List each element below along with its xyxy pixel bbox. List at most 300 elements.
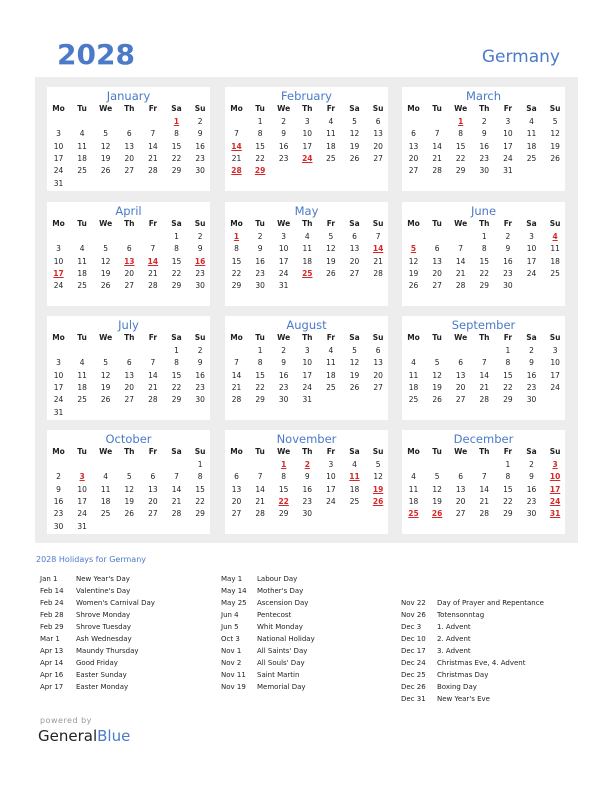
day-cell: 6 [150,472,156,482]
month-name: August [286,318,327,332]
day-cell: 29 [503,395,513,405]
weekday-header: Sa [526,219,537,228]
weekday-header: Mo [230,447,243,456]
day-cell: 9 [281,129,287,139]
day-cell: 16 [278,141,289,151]
day-cell: 24 [77,509,87,519]
day-cell: 2 [197,232,203,241]
weekday-header: Su [549,333,561,342]
day-cell: 12 [550,129,560,139]
weekday-header: Th [124,447,135,456]
day-cell: 11 [77,256,87,266]
day-cell: 28 [148,395,158,405]
day-cell: 26 [550,153,560,163]
day-cell: 30 [195,281,205,291]
weekday-header: Mo [52,447,65,456]
day-cell: 15 [278,484,289,494]
day-cell: 6 [375,117,381,126]
day-cell: 3 [281,232,287,241]
day-cell: 23 [195,153,205,163]
day-cell: 25 [77,395,87,405]
day-cell: 28 [171,509,182,519]
day-cell: 26 [408,281,419,291]
day-cell: 26 [124,509,135,519]
weekday-header: Mo [230,104,243,113]
day-cell: 3 [56,129,61,139]
holiday-name: New Year's Day [76,575,130,583]
holiday-day-cell: 17 [53,268,64,278]
calendar-grid [35,77,578,543]
day-cell: 12 [373,472,383,482]
month-january [47,87,210,191]
day-cell: 16 [195,141,205,151]
day-cell: 12 [408,256,419,266]
weekday-header: Mo [52,219,65,228]
day-cell: 19 [349,370,360,380]
day-cell: 20 [373,370,383,380]
day-cell: 28 [373,268,383,278]
day-cell: 9 [56,484,61,494]
day-cell: 9 [257,244,263,254]
weekday-header: Sa [171,104,182,113]
day-cell: 26 [100,281,111,291]
day-cell: 27 [432,281,442,291]
month-december [402,430,565,534]
holiday-day-cell: 2 [304,460,310,469]
day-cell: 11 [100,484,111,494]
holiday-name: Labour Day [257,575,298,583]
weekday-header: Sa [349,333,360,342]
day-cell: 5 [434,358,440,368]
holiday-name: Easter Monday [76,683,129,691]
weekday-header: Sa [526,104,537,113]
holiday-day-cell: 26 [372,496,384,506]
day-cell: 7 [481,472,487,482]
weekday-header: Th [479,333,490,342]
day-cell: 27 [124,395,135,405]
day-cell: 6 [234,472,239,482]
day-cell: 21 [373,256,383,266]
day-cell: 28 [148,166,158,176]
day-cell: 6 [126,244,132,254]
holiday-day-cell: 19 [372,484,384,494]
day-cell: 15 [195,484,205,494]
month-name: July [118,318,139,332]
day-cell: 2 [197,117,203,126]
day-cell: 22 [479,268,490,278]
day-cell: 15 [231,256,242,266]
day-cell: 17 [53,382,64,392]
day-cell: 25 [550,268,560,278]
holiday-date: Oct 3 [221,635,240,643]
day-cell: 10 [278,244,289,254]
holiday-name: 1. Advent [437,623,471,631]
day-cell: 18 [100,496,111,506]
day-cell: 5 [103,244,109,254]
day-cell: 18 [326,141,336,151]
holiday-date: Dec 24 [401,659,426,667]
day-cell: 29 [231,281,242,291]
day-cell: 4 [411,358,416,368]
holiday-name: Ascension Day [257,599,309,607]
day-cell: 19 [100,153,111,163]
day-cell: 9 [197,244,203,254]
day-cell: 25 [349,496,360,506]
day-cell: 20 [124,153,135,163]
day-cell: 2 [529,460,534,469]
day-cell: 11 [326,358,336,368]
weekday-header: Su [372,104,384,113]
day-cell: 12 [349,129,360,139]
day-cell: 4 [79,129,85,139]
day-cell: 12 [100,256,111,266]
weekday-header: Su [372,333,384,342]
brand-general: General [38,727,98,745]
day-cell: 4 [328,346,334,355]
day-cell: 14 [171,484,182,494]
weekday-header: We [99,219,113,228]
day-cell: 10 [302,358,313,368]
day-cell: 23 [526,382,537,392]
holiday-date: Feb 29 [40,623,64,631]
month-name: January [106,89,151,103]
day-cell: 3 [505,117,511,126]
day-cell: 13 [231,484,242,494]
weekday-header: Tu [432,333,442,342]
holiday-day-cell: 29 [254,166,266,176]
weekday-header: Mo [407,333,420,342]
day-cell: 27 [124,166,135,176]
day-cell: 6 [352,232,357,241]
day-cell: 3 [328,460,334,469]
holiday-date: May 25 [221,599,247,607]
weekday-header: Sa [171,219,182,228]
day-cell: 31 [53,178,64,188]
holiday-date: Nov 22 [401,599,426,607]
day-cell: 13 [148,484,158,494]
holiday-date: Apr 13 [40,647,64,655]
holiday-day-cell: 25 [302,268,313,278]
day-cell: 26 [349,382,360,392]
day-cell: 23 [195,268,205,278]
day-cell: 8 [197,472,203,482]
day-cell: 5 [352,117,357,126]
day-cell: 13 [373,358,383,368]
day-cell: 7 [234,358,239,368]
day-cell: 1 [197,460,203,469]
day-cell: 25 [326,153,336,163]
holiday-day-cell: 11 [349,472,360,482]
day-cell: 17 [302,141,313,151]
day-cell: 5 [375,460,381,469]
holiday-day-cell: 1 [173,117,180,126]
weekday-header: Su [372,447,384,456]
day-cell: 6 [411,129,416,139]
weekday-header: Tu [77,104,87,113]
holiday-date: Nov 26 [401,611,426,619]
holiday-day-cell: 14 [231,141,242,151]
day-cell: 18 [77,153,87,163]
day-cell: 7 [458,244,464,254]
holiday-date: May 14 [221,587,247,595]
holiday-date: Dec 31 [401,695,426,703]
day-cell: 27 [408,166,419,176]
day-cell: 16 [526,484,537,494]
weekday-header: We [277,104,291,113]
day-cell: 8 [505,358,511,368]
weekday-header: We [99,333,113,342]
holiday-name: Maundy Thursday [76,647,139,655]
day-cell: 19 [100,268,111,278]
day-cell: 23 [195,382,205,392]
day-cell: 27 [373,153,383,163]
day-cell: 15 [503,370,513,380]
weekday-header: Mo [52,333,65,342]
day-cell: 5 [434,472,440,482]
weekday-header: We [277,219,291,228]
holiday-date: Nov 1 [221,647,242,655]
day-cell: 1 [174,346,179,355]
day-cell: 2 [505,232,511,241]
day-cell: 6 [458,358,464,368]
month-name: May [294,204,319,218]
holiday-day-cell: 3 [79,472,85,482]
day-cell: 25 [77,281,87,291]
day-cell: 8 [257,129,263,139]
day-cell: 29 [479,281,490,291]
weekday-header: Sa [171,447,182,456]
weekday-header: Sa [349,219,360,228]
weekday-header: Th [479,447,490,456]
day-cell: 3 [552,346,558,355]
holiday-name: Shrove Tuesday [76,623,132,631]
holiday-date: Jan 1 [40,575,58,583]
weekday-header: Fr [326,104,336,113]
day-cell: 23 [278,153,289,163]
day-cell: 28 [148,281,158,291]
day-cell: 21 [148,153,158,163]
day-cell: 11 [408,370,419,380]
day-cell: 11 [77,141,87,151]
weekday-header: Th [302,333,313,342]
day-cell: 5 [126,472,132,482]
weekday-header: Fr [148,333,158,342]
day-cell: 24 [526,268,537,278]
holiday-day-cell: 25 [408,509,419,519]
day-cell: 16 [195,370,205,380]
day-cell: 21 [255,496,265,506]
day-cell: 16 [479,141,490,151]
day-cell: 29 [455,166,466,176]
holiday-day-cell: 14 [372,244,384,254]
month-name: February [281,89,332,103]
weekday-header: Tu [255,447,265,456]
day-cell: 28 [255,509,265,519]
holiday-name: 3. Advent [437,647,471,655]
holiday-day-cell: 24 [549,496,561,506]
day-cell: 24 [278,268,289,278]
day-cell: 18 [77,268,87,278]
day-cell: 5 [552,117,558,126]
day-cell: 10 [53,141,64,151]
day-cell: 17 [53,153,64,163]
day-cell: 30 [278,395,289,405]
weekday-header: Tu [77,219,87,228]
holiday-name: Memorial Day [257,683,306,691]
day-cell: 1 [505,346,511,355]
day-cell: 18 [408,382,419,392]
holiday-name: National Holiday [257,635,315,643]
day-cell: 15 [171,141,182,151]
holiday-date: Jun 5 [221,623,239,631]
month-name: April [115,204,142,218]
day-cell: 19 [326,256,336,266]
weekday-header: Su [549,447,561,456]
weekday-header: We [277,333,291,342]
day-cell: 8 [481,244,487,254]
day-cell: 11 [302,244,313,254]
day-cell: 23 [503,268,513,278]
weekday-header: Sa [349,104,360,113]
day-cell: 26 [432,395,442,405]
day-cell: 8 [234,244,239,254]
month-name: March [465,89,502,103]
day-cell: 4 [411,472,416,482]
day-cell: 21 [479,496,490,506]
day-cell: 22 [503,496,513,506]
day-cell: 20 [373,141,383,151]
weekday-header: We [99,104,113,113]
day-cell: 16 [53,496,64,506]
holiday-date: Nov 11 [221,671,246,679]
day-cell: 30 [195,166,205,176]
day-cell: 10 [53,370,64,380]
day-cell: 10 [53,256,64,266]
holiday-date: Mar 1 [40,635,60,643]
day-cell: 4 [79,244,85,254]
weekday-header: Su [194,104,206,113]
month-name: September [451,318,516,332]
day-cell: 18 [550,256,560,266]
day-cell: 30 [255,281,265,291]
day-cell: 6 [375,346,381,355]
day-cell: 31 [53,407,64,417]
day-cell: 7 [375,232,381,241]
day-cell: 19 [550,141,560,151]
holiday-name: All Saints' Day [257,647,308,655]
holiday-day-cell: 22 [278,496,289,506]
day-cell: 20 [455,496,466,506]
weekday-header: Tu [255,333,265,342]
holiday-name: Christmas Eve, 4. Advent [437,659,526,667]
day-cell: 29 [171,166,182,176]
day-cell: 27 [373,382,383,392]
holiday-date: Dec 25 [401,671,426,679]
holiday-date: May 1 [221,575,243,583]
day-cell: 23 [479,153,490,163]
weekday-header: Th [479,104,490,113]
weekday-header: Mo [52,104,65,113]
day-cell: 13 [349,244,360,254]
day-cell: 24 [53,166,64,176]
day-cell: 3 [304,346,310,355]
holiday-name: Whit Monday [257,623,303,631]
day-cell: 28 [455,281,466,291]
brand-logo [38,727,130,745]
day-cell: 15 [171,256,182,266]
month-november [225,430,388,534]
holiday-day-cell: 3 [552,460,558,469]
day-cell: 9 [481,129,487,139]
day-cell: 19 [432,382,442,392]
day-cell: 12 [100,370,111,380]
day-cell: 13 [124,141,135,151]
day-cell: 15 [503,484,513,494]
day-cell: 19 [124,496,135,506]
day-cell: 7 [150,244,156,254]
holiday-day-cell: 24 [302,153,313,163]
day-cell: 14 [255,484,265,494]
day-cell: 7 [434,129,440,139]
day-cell: 22 [171,382,182,392]
day-cell: 21 [231,382,242,392]
weekday-header: Tu [432,219,442,228]
day-cell: 20 [124,268,135,278]
day-cell: 21 [148,268,158,278]
day-cell: 23 [526,496,537,506]
brand-blue: Blue [97,727,131,745]
day-cell: 16 [278,370,289,380]
day-cell: 28 [432,166,442,176]
day-cell: 8 [174,244,179,254]
weekday-header: Fr [148,219,158,228]
holiday-date: Apr 17 [40,683,64,691]
day-cell: 8 [174,358,179,368]
day-cell: 16 [503,256,513,266]
holiday-day-cell: 13 [124,256,135,266]
day-cell: 10 [503,129,513,139]
day-cell: 16 [255,256,265,266]
day-cell: 6 [458,472,464,482]
month-june [402,202,565,306]
holiday-name: Easter Sunday [76,671,127,679]
day-cell: 18 [302,256,313,266]
weekday-header: Mo [407,219,420,228]
weekday-header: Fr [326,447,336,456]
day-cell: 2 [281,346,287,355]
day-cell: 30 [526,395,537,405]
day-cell: 7 [150,358,156,368]
day-cell: 30 [479,166,490,176]
day-cell: 30 [503,281,513,291]
day-cell: 13 [432,256,442,266]
day-cell: 2 [281,117,287,126]
holiday-date: Jun 4 [221,611,239,619]
day-cell: 5 [328,232,334,241]
day-cell: 18 [349,484,360,494]
day-cell: 5 [352,346,357,355]
day-cell: 22 [503,382,513,392]
day-cell: 20 [432,268,442,278]
day-cell: 14 [148,141,158,151]
day-cell: 18 [408,496,419,506]
day-cell: 11 [326,129,336,139]
day-cell: 12 [432,484,442,494]
day-cell: 11 [526,129,537,139]
weekday-header: Th [479,219,490,228]
weekday-header: Su [372,219,384,228]
holiday-name: Valentine's Day [76,587,131,595]
